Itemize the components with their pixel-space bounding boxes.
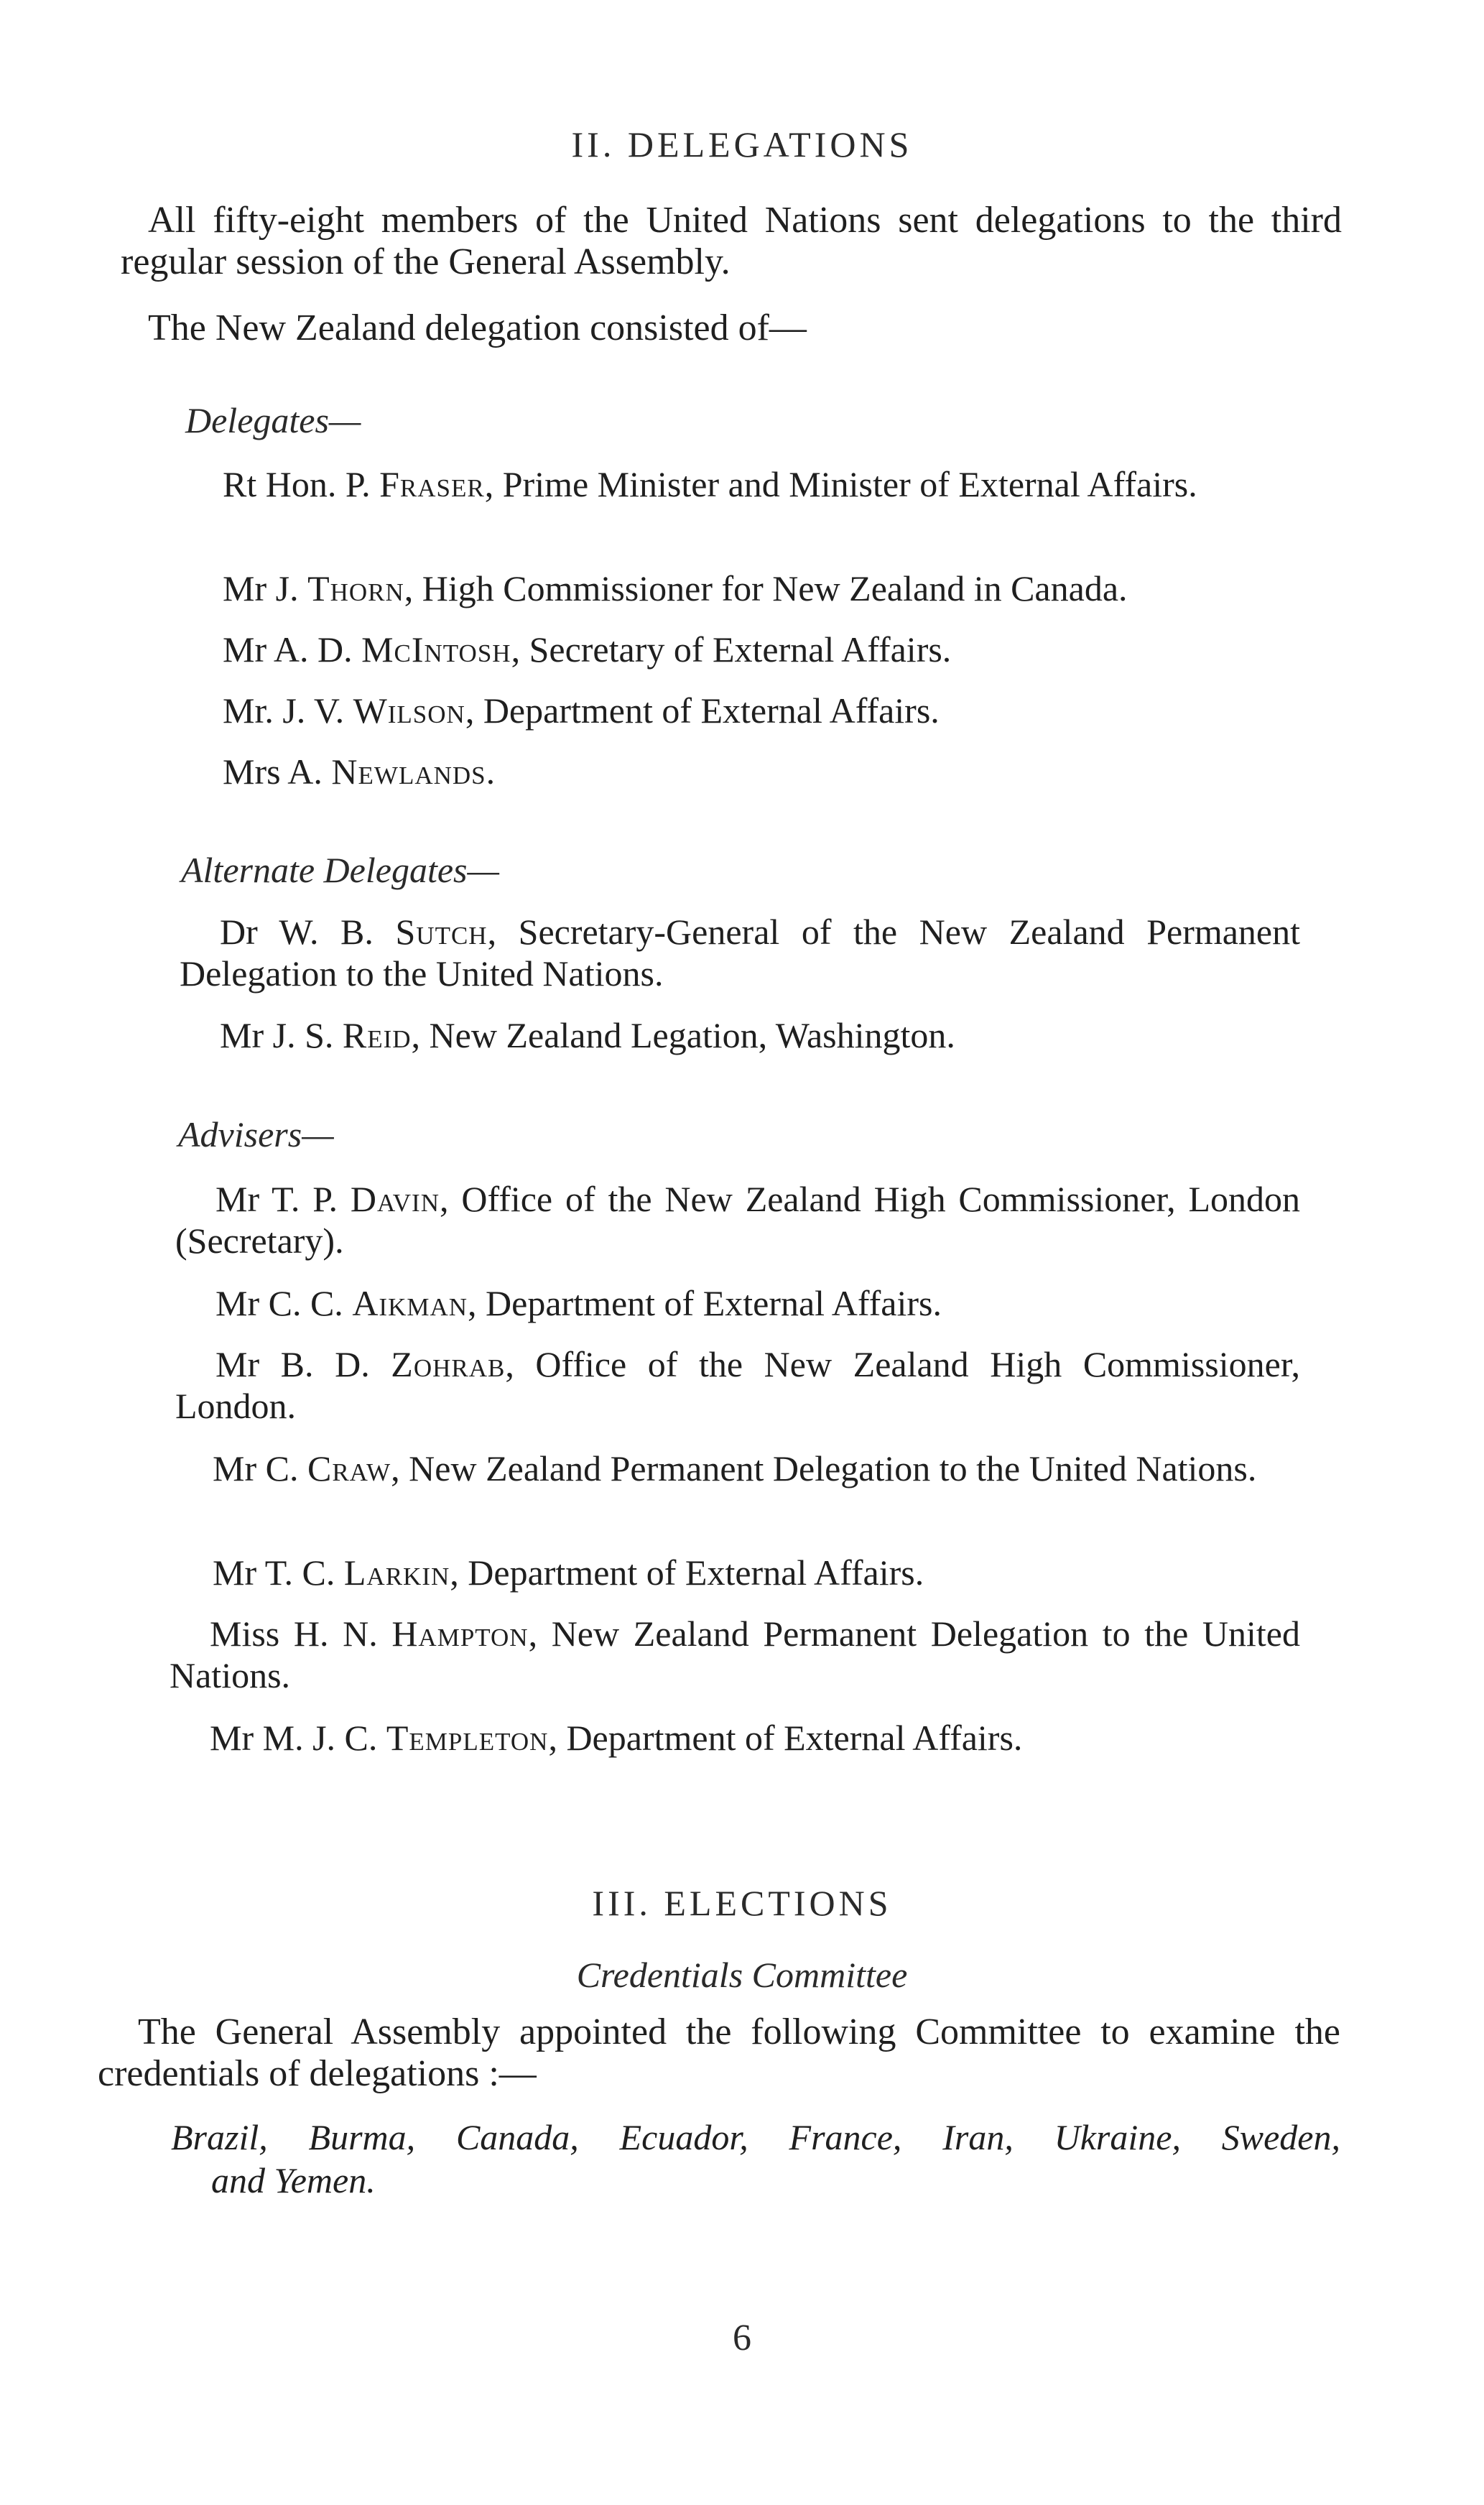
- delegate-name: McIntosh: [361, 629, 511, 670]
- delegate-name: Wilson: [353, 690, 465, 731]
- delegations-intro-paragraph: All fifty-eight members of the United Nations sent delegations to the third regular session of the General Assembly.: [121, 200, 1342, 282]
- page-number: 6: [733, 2318, 751, 2358]
- adviser-entry: Mr T. C. Larkin, Department of External Affairs.: [213, 1552, 924, 1593]
- alternate-entry: Dr W. B. Sutch, Secretary-General of the New Zealand Permanent Delegation to the United Nations.: [180, 912, 1301, 994]
- adviser-name: Aikman: [352, 1283, 468, 1323]
- delegate-entry: Mrs A. Newlands.: [223, 751, 496, 792]
- adviser-entry: Mr C. C. Aikman, Department of External Affairs.: [215, 1283, 942, 1323]
- alternate-name: Reid: [342, 1015, 412, 1055]
- alternate-name: Sutch: [395, 912, 488, 952]
- advisers-subheading: Advisers—: [178, 1114, 334, 1154]
- delegate-entry: Mr J. Thorn, High Commissioner for New Zealand in Canada.: [223, 568, 1128, 608]
- delegate-entry: Mr. J. V. Wilson, Department of External Affairs.: [223, 690, 940, 731]
- delegate-entry: Rt Hon. P. Fraser, Prime Minister and Minister of External Affairs.: [223, 464, 1197, 504]
- adviser-name: Davin: [350, 1179, 440, 1219]
- adviser-entry: Mr T. P. Davin, Office of the New Zealand High Commissioner, London (Secretary).: [175, 1179, 1300, 1261]
- adviser-name: Templeton: [386, 1718, 549, 1758]
- section-heading-delegations: II. DELEGATIONS: [571, 124, 913, 165]
- adviser-entry: Mr B. D. Zohrab, Office of the New Zealand High Commissioner, London.: [175, 1344, 1300, 1426]
- section-heading-elections: III. ELECTIONS: [592, 1883, 892, 1923]
- adviser-name: Hampton: [391, 1613, 529, 1654]
- credentials-committee-subheading: Credentials Committee: [576, 1955, 908, 1995]
- adviser-entry: Miss H. N. Hampton, New Zealand Permanent Delegation to the United Nations.: [170, 1613, 1300, 1695]
- alternate-delegates-subheading: Alternate Delegates—: [181, 850, 499, 890]
- delegate-name: Thorn: [307, 568, 404, 608]
- delegate-name: Fraser: [379, 464, 485, 504]
- committee-countries-list: [171, 2116, 1340, 2202]
- delegate-name: Newlands: [331, 751, 486, 792]
- adviser-name: Zohrab: [391, 1344, 506, 1384]
- countries-line-end: and Yemen.: [211, 2160, 376, 2200]
- adviser-entry: Mr M. J. C. Templeton, Department of External Affairs.: [210, 1718, 1023, 1758]
- elections-intro-paragraph: The General Assembly appointed the following Committee to examine the credentials of delegations :—: [98, 2011, 1340, 2094]
- alternate-entry: Mr J. S. Reid, New Zealand Legation, Washington.: [220, 1015, 955, 1055]
- adviser-name: Craw: [307, 1448, 391, 1488]
- delegation-consisted-line: The New Zealand delegation consisted of—: [148, 307, 807, 348]
- delegate-entry: Mr A. D. McIntosh, Secretary of External Affairs.: [223, 629, 952, 670]
- delegates-subheading: Delegates—: [185, 400, 361, 440]
- countries-line: Brazil, Burma, Canada, Ecuador, France, Iran, Ukraine, Sweden,: [171, 2117, 1340, 2157]
- adviser-name: Larkin: [343, 1552, 450, 1593]
- adviser-entry: Mr C. Craw, New Zealand Permanent Delegation to the United Nations.: [213, 1448, 1257, 1488]
